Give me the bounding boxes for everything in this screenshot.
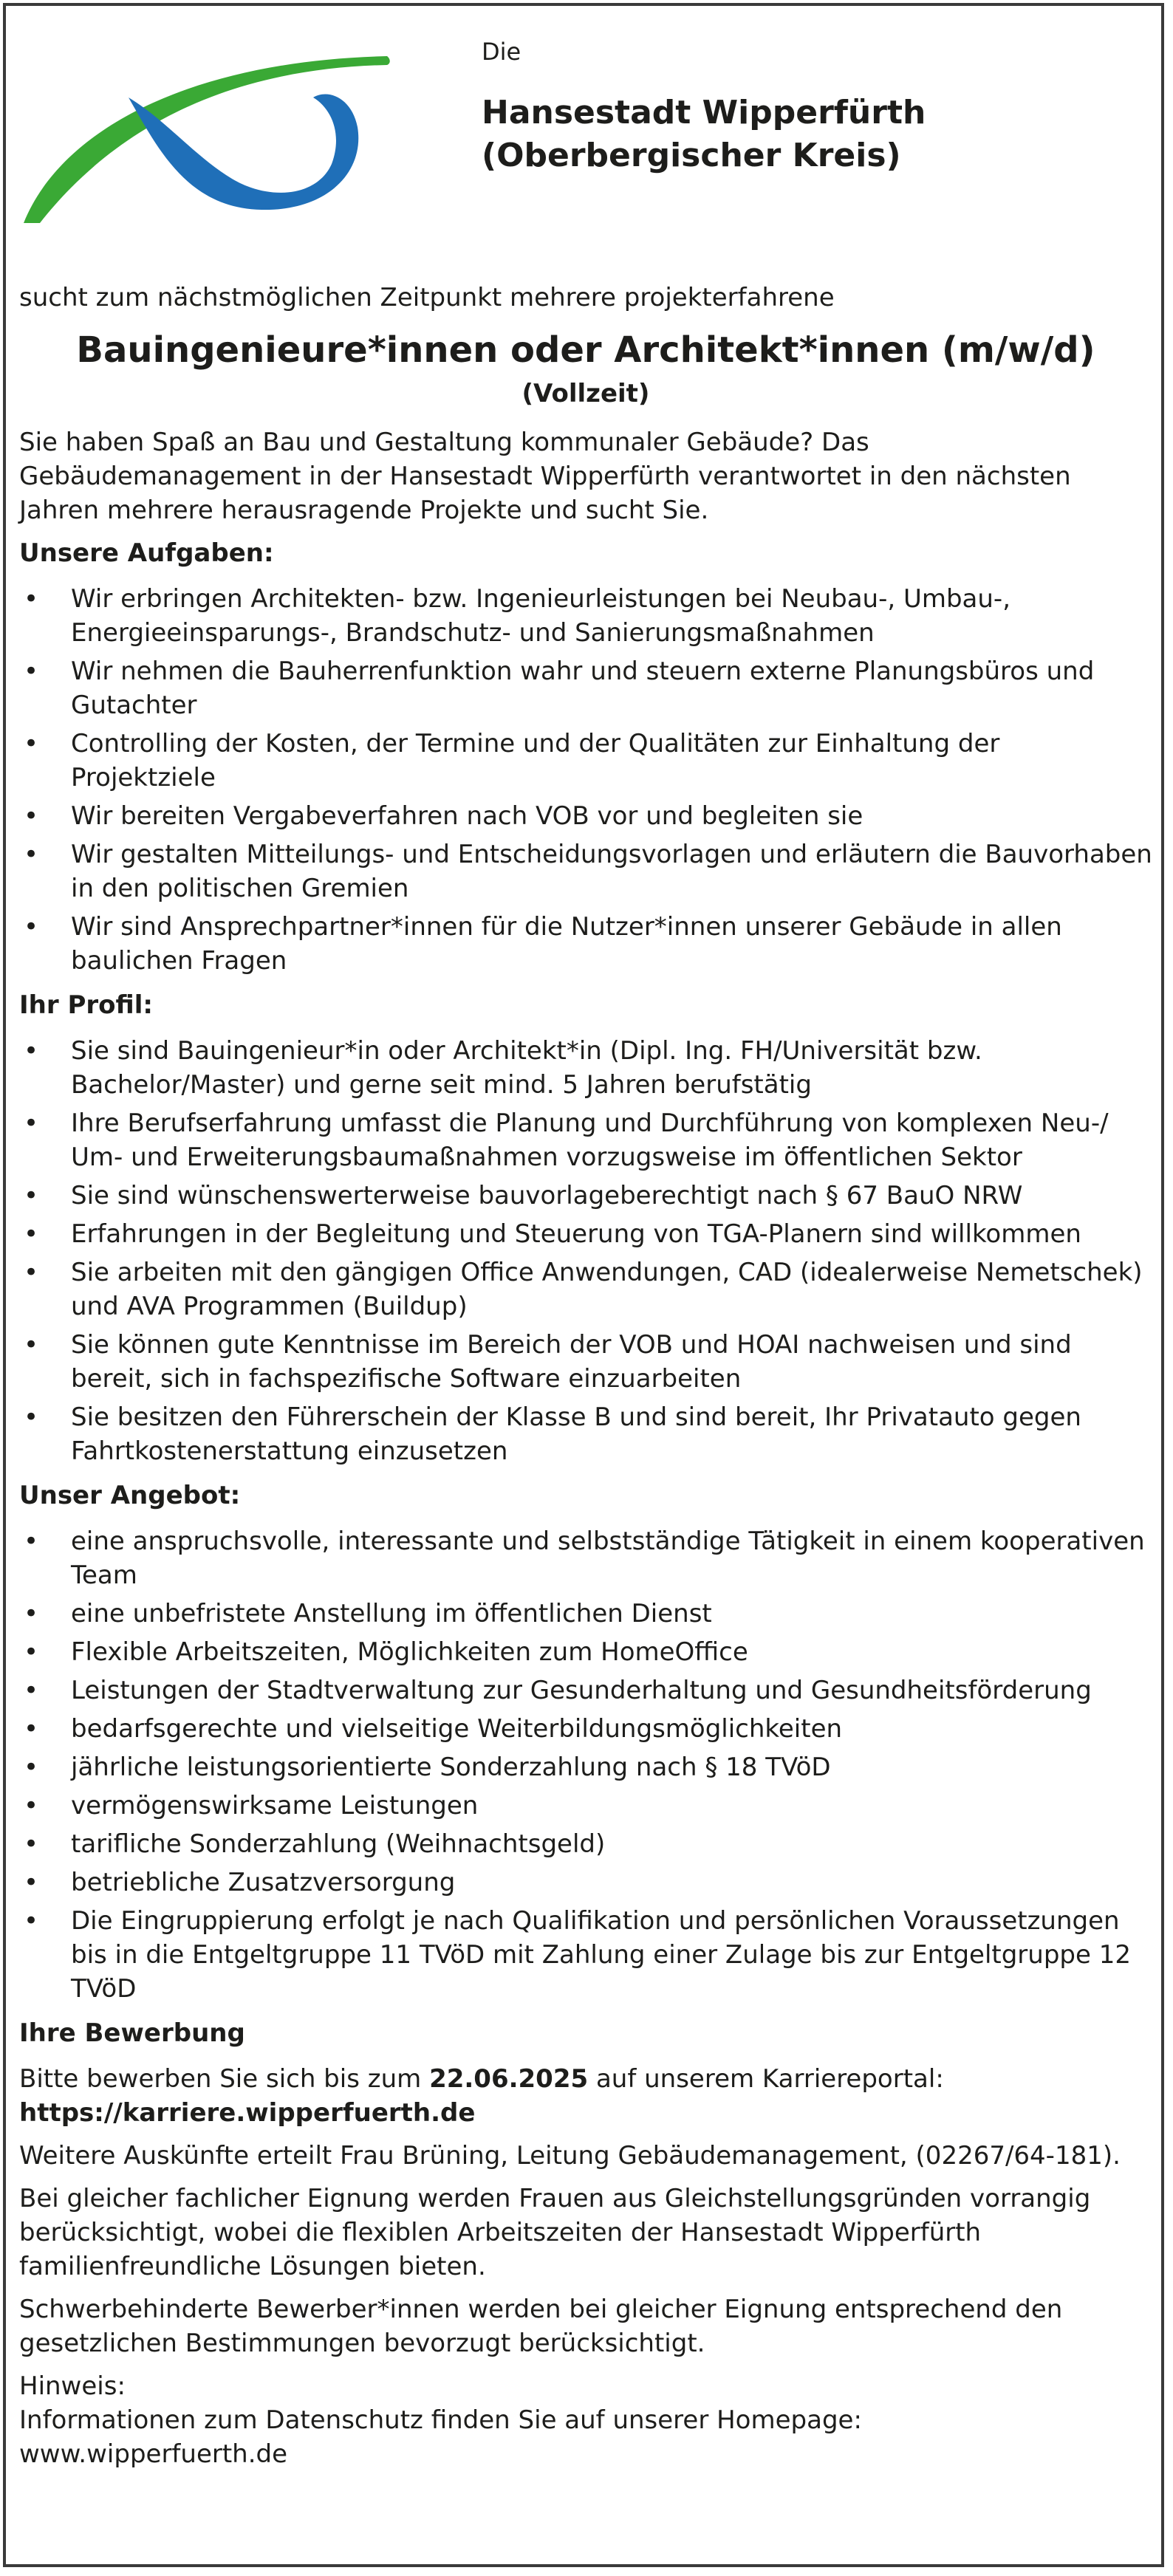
list-item: • Flexible Arbeitszeiten, Möglichkeiten zum HomeOffice: [19, 1635, 1152, 1669]
apply-deadline: 22.06.2025: [429, 2064, 589, 2094]
profile-list: [19, 1034, 1152, 1468]
list-item: • Controlling der Kosten, der Termine und der Qualitäten zur Einhaltung der Projektziele: [19, 727, 1152, 795]
tasks-heading: Unsere Aufgaben:: [19, 538, 274, 568]
list-item: • Wir gestalten Mitteilungs- und Entscheidungsvorlagen und erläutern die Bauvorhaben in den politischen Gremien: [19, 837, 1152, 905]
privacy-text: Informationen zum Datenschutz finden Sie auf unserer Homepage:: [19, 2405, 862, 2435]
list-item: • Leistungen der Stadtverwaltung zur Gesunderhaltung und Gesundheitsförderung: [19, 1674, 1152, 1707]
apply-prefix: Bitte bewerben Sie sich bis zum: [19, 2064, 430, 2094]
intro-line: sucht zum nächstmöglichen Zeitpunkt mehrere projekterfahrene: [19, 283, 835, 312]
list-item: • eine unbefristete Anstellung im öffentlichen Dienst: [19, 1597, 1152, 1631]
list-item: • Erfahrungen in der Begleitung und Steuerung von TGA-Planern sind willkommen: [19, 1217, 1152, 1251]
list-item: • vermögenswirksame Leistungen: [19, 1789, 1152, 1823]
job-title: Bauingenieure*innen oder Architekt*innen (m/w/d): [76, 329, 1095, 371]
ad-content: [19, 281, 1152, 2480]
list-item: • bedarfsgerechte und vielseitige Weiterbildungsmöglichkeiten: [19, 1712, 1152, 1746]
note-label: Hinweis:: [19, 2371, 126, 2401]
list-item: • Ihre Berufserfahrung umfasst die Planung und Durchführung von komplexen Neu-/ Um- und Erweiterungsbaumaßnahmen vorzugsweise im öffentlichen Sektor: [19, 1106, 1152, 1174]
list-item: • Sie arbeiten mit den gängigen Office Anwendungen, CAD (idealerweise Nemetschek) und AVA Programmen (Buildup): [19, 1256, 1152, 1323]
privacy-note: [19, 2369, 1152, 2471]
apply-suffix: auf unserem Karriereportal:: [588, 2064, 944, 2094]
list-item: • jährliche leistungsorientierte Sonderzahlung nach § 18 TVöD: [19, 1750, 1152, 1784]
employer-name-line1: Hansestadt Wipperfürth: [482, 94, 926, 131]
list-item: • Sie besitzen den Führerschein der Klasse B und sind bereit, Ihr Privatauto gegen Fahrtkostenerstattung einzusetzen: [19, 1400, 1152, 1468]
offer-list: [19, 1524, 1152, 2006]
employer-name-line2: (Oberbergischer Kreis): [482, 137, 901, 174]
list-item: • eine anspruchsvolle, interessante und selbstständige Tätigkeit in einem kooperativen Team: [19, 1524, 1152, 1592]
list-item: • Wir erbringen Architekten- bzw. Ingenieurleistungen bei Neubau-, Umbau-, Energieeinsparungs-, Brandschutz- und Sanierungsmaßnahmen: [19, 582, 1152, 650]
list-item: • Wir bereiten Vergabeverfahren nach VOB vor und begleiten sie: [19, 799, 1152, 833]
list-item: • Wir nehmen die Bauherrenfunktion wahr und steuern externe Planungsbüros und Gutachter: [19, 654, 1152, 722]
employer-block: [482, 35, 926, 177]
job-ad-page: [3, 3, 1164, 2567]
list-item: • Die Eingruppierung erfolgt je nach Qualifikation und persönlichen Voraussetzungen bis in die Entgeltgruppe 11 TVöD mit Zahlung einer Zulage bis zur Entgeltgruppe 12 TVöD: [19, 1904, 1152, 2006]
job-type: (Vollzeit): [521, 379, 650, 408]
equality-statement: Bei gleicher fachlicher Eignung werden Frauen aus Gleichstellungsgründen vorrangig berücksichtigt, wobei die flexiblen Arbeitszeiten der Hansestadt Wipperfürth familienfreundliche Lösungen bieten.: [19, 2184, 1091, 2281]
intro-paragraph: Sie haben Spaß an Bau und Gestaltung kommunaler Gebäude? Das Gebäudemanagement in der Hansestadt Wipperfürth verantwortet in den nächsten Jahren mehrere herausragende Projekte und sucht Sie.: [19, 428, 1071, 525]
list-item: • Sie sind Bauingenieur*in oder Architekt*in (Dipl. Ing. FH/Universität bzw. Bachelor/Master) und gerne seit mind. 5 Jahren berufstätig: [19, 1034, 1152, 1102]
profile-heading: Ihr Profil:: [19, 990, 153, 1020]
homepage-link[interactable]: www.wipperfuerth.de: [19, 2439, 288, 2469]
contact-info: Weitere Auskünfte erteilt Frau Brüning, Leitung Gebäudemanagement, (02267/64-181).: [19, 2141, 1121, 2171]
disability-statement: Schwerbehinderte Bewerber*innen werden bei gleicher Eignung entsprechend den gesetzlichen Bestimmungen bevorzugt berücksichtigt.: [19, 2295, 1063, 2358]
career-portal-link[interactable]: https://karriere.wipperfuerth.de: [19, 2098, 476, 2128]
tasks-list: [19, 582, 1152, 978]
offer-heading: Unser Angebot:: [19, 1481, 241, 1510]
list-item: • tarifliche Sonderzahlung (Weihnachtsgeld): [19, 1827, 1152, 1861]
list-item: • Wir sind Ansprechpartner*innen für die Nutzer*innen unserer Gebäude in allen baulichen Fragen: [19, 910, 1152, 978]
list-item: • Sie sind wünschenswerterweise bauvorlageberechtigt nach § 67 BauO NRW: [19, 1179, 1152, 1213]
application-heading: Ihre Bewerbung: [19, 2018, 245, 2048]
list-item: • betriebliche Zusatzversorgung: [19, 1866, 1152, 1900]
list-item: • Sie können gute Kenntnisse im Bereich der VOB und HOAI nachweisen und sind bereit, sich in fachspezifische Software einzuarbeiten: [19, 1328, 1152, 1396]
apply-instructions: [19, 2062, 1152, 2130]
city-wave-logo-icon: [18, 38, 402, 238]
pre-title: Die: [482, 38, 521, 66]
logo-green-swoosh: [24, 56, 390, 223]
